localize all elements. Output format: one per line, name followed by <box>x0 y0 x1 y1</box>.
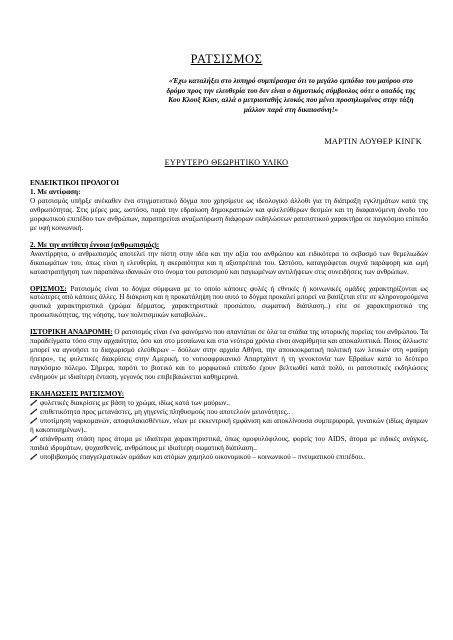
quote-author: ΜΑΡΤΙΝ ΛΟΥΘΕΡ ΚΙΝΓΚ <box>324 137 422 146</box>
pencil-icon <box>30 399 38 406</box>
prologues-heading: ΕΝΔΕΙΚΤΙΚΟΙ ΠΡΟΛΟΓΟΙ <box>30 179 120 187</box>
document-title: ΡΑΤΣΙΣΜΟΣ <box>190 52 263 66</box>
list-item-text: επιθετικότητα προς μετανάστες, μη γηγενείς πληθυσμούς που αποτελούν μειονότητες.. <box>40 407 291 416</box>
pencil-icon <box>30 417 38 424</box>
section-subtitle: ΕΥΡΥΤΕΡΟ ΘΕΩΡΗΤΙΚΟ ΥΛΙΚΟ <box>164 158 289 167</box>
definition-text: Ρατσισμός είναι το δόγμα σύμφωνα με το οποίο κάποιες φυλές ή εθνικές ή κοινωνικές ομάδες χαρακτηρίζονται ως κατώτερες από κάποιες άλλες. Η διάκριση και η προκατάληψη που αυτό το δόγμα προκαλεί μπορεί να βασίζεται είτε σε κληρονομούμενα φυσικά χαρακτηριστικά (χρώμα δέρματος, χαρακτηριστικά προσώπου, σωματική διάπλαση..) είτε σε χαρακτηριστικά της προσωπικότητας, της νόησης, των πολιτισμικών καταβολών.. <box>30 284 428 320</box>
epigraph-quote: «Έχω καταλήξει στο λυπηρό συμπέρασμα ότι το μεγάλο εμπόδιο του μαύρου στο δρόμο προς την ελευθερία του δεν είναι ο δημοτικός σύμβουλος ούτε ο οπαδός της Κου Κλουξ Κλαν, αλλά ο μετριοπαθής λευκός που μένει προσηλωμένος στην τάξη μάλλον παρά στη δικαιοσύνη!» <box>166 76 416 114</box>
history-label: ΙΣΤΟΡΙΚΗ ΑΝΑΔΡΟΜΗ: <box>30 328 113 337</box>
pencil-icon <box>30 453 38 460</box>
list-item <box>30 417 428 435</box>
document-body <box>30 179 428 462</box>
prologue-1-heading: 1. Με αντίφαση: <box>30 187 81 196</box>
pencil-icon <box>30 408 38 415</box>
list-item-text: απάνθρωπη στάση προς άτομα με ιδιαίτερα χαρακτηριστικά, όπως ομοφυλόφιλους, φορείς του AIDS, άτομα με ειδικές ανάγκες, παιδιά ιδρυμάτων, ψυχασθενείς, ανθρώπους με ιδιαίτερη σωματική διάπλαση.. <box>30 434 428 452</box>
list-item <box>30 408 428 417</box>
forms-heading: ΕΚΔΗΛΩΣΕΙΣ ΡΑΤΣΙΣΜΟΥ: <box>30 390 125 399</box>
list-item <box>30 435 428 453</box>
definition-label: ΟΡΙΣΜΟΣ: <box>30 284 67 293</box>
prologue-2-text: Αναντίρρητα, ο ανθρωπισμός αποτελεί την πίστη στην ιδέα και την αξία του ανθρώπου και ειδικότερα το σεβασμό των θεμελιωδών δικαιωμάτων του, όπως είναι η ελευθερία, η ακεραιότητα και η αξιοπρέπειά του. Ωστόσο, καταγράφεται συχνά παράφορη και ωμή καταστρατήγηση των παραπάνω ιδανικών στο όνομα του ρατσισμού και παγιωμένων αντιλήψεων στις συνειδήσεις των ανθρώπων. <box>30 249 428 276</box>
list-item-text: φυλετικές διακρίσεις με βάση το χρώμα, ιδίως κατά των μαύρων.. <box>40 399 230 408</box>
prologue-1-text: Ο ρατσισμός υπήρξε ανέκαθεν ένα στιγματιστικό δόγμα που χρησίμευε ως ιδεολογικό άλλοθι για τη διάπραξη εγκλημάτων κατά της ανθρωπότητας. Στις μέρες μας, ωστόσο, παρά την εδραίωση δημοκρατικών και φιλελεύθερων θεσμών και τη διαφαινόμενη άνοδο του μορφωτικού επιπέδου των ανθρώπων, παρατηρείται αναζωπύρωση διάφορων εκδηλώσεων ρατσιστικού χαρακτήρα σε παγκόσμιο επίπεδο με υφή κοινωνική. <box>30 196 428 232</box>
list-item <box>30 453 428 462</box>
prologue-2-heading: 2. Με την αντίθετη έννοια (ανθρωπισμός): <box>30 240 160 249</box>
pencil-icon <box>30 435 38 442</box>
list-item-text: υποτίμηση ναρκομανών, αποφυλακισθέντων, νέων με εκκεντρική εμφάνιση και αποκλίνουσα συμπεριφορά, γυναικών (ιδίως άγαμων ή κακοποιημένων).. <box>30 416 428 434</box>
history-paragraph <box>30 328 428 382</box>
definition-paragraph <box>30 285 428 321</box>
history-text: Ο ρατσισμός είναι ένα φαινόμενο που απαντάται σε όλα τα στάδια της ιστορικής πορείας του ανθρώπου. Τα παραδείγματα τόσο στην αρχαιότητα, όσο και στο μεσαίωνα και στα νεότερα χρόνια είναι αναρίθμητα και αποκαλυπτικά. Ποιος άλλωστε μπορεί να αγνοήσει το διαχωρισμό ελεύθερων – δούλων στην αρχαία Αθήνα, την αποικιοκρατική πολιτική των λευκών στη «μαύρη ήπειρο», τις φυλετικές διακρίσεις στην Αμερική, το νοτιοαφρικανικό Απαρτχάιντ ή τη γενοκτονία των Εβραίων κατά το δεύτερο παγκόσμιο πόλεμο. Σήμερα, παρότι το βιοτικό και το μορφωτικό επίπεδο έχουν βελτιωθεί κατά πολύ, οι ρατσιστικές εκδηλώσεις ενδημούν με ιδιαίτερη ένταση, γεγονός που επιβεβαιώνεται καθημερινά. <box>30 328 428 382</box>
list-item <box>30 399 428 408</box>
list-item-text: υποβιβασμός επαγγελματικών ομάδων και ατόμων χαμηλού οικονομικού – κοινωνικού – πνευματικού επιπέδου.. <box>40 452 366 461</box>
